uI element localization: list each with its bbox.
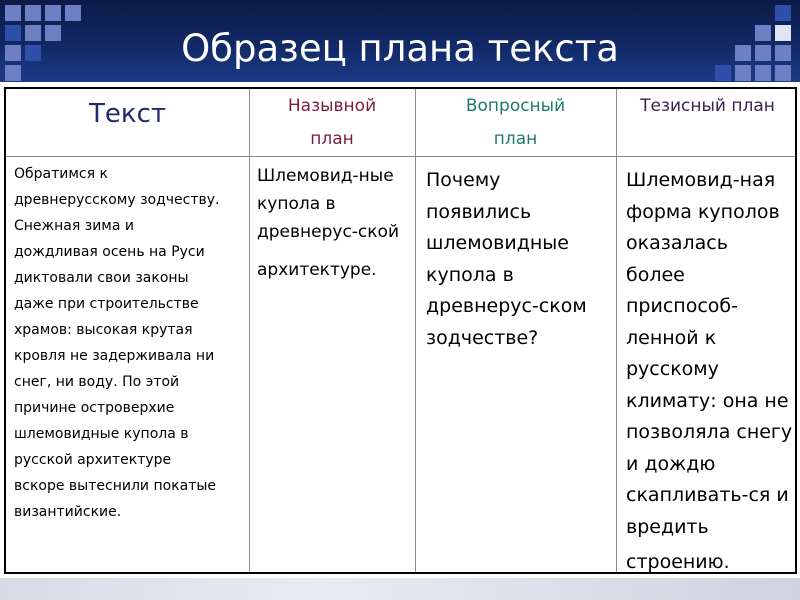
slide-header (0, 0, 800, 82)
header-named-line1: Назывной (287, 96, 377, 116)
thesis-line: климату: она не (626, 389, 789, 412)
header-divider (6, 156, 795, 157)
text-line: шлемовидные купола в (14, 426, 189, 442)
text-line: Обратимся к (14, 166, 108, 182)
question-line: древнерус-ском (426, 295, 587, 317)
slide-title: Образец плана текста (181, 27, 619, 70)
text-line: диктовали свои законы (14, 270, 189, 286)
cell-question-plan (426, 165, 614, 354)
header-text: Текст (88, 99, 167, 129)
cell-thesis-plan (626, 165, 798, 579)
text-line: причине островерхие (14, 400, 175, 416)
thesis-line: Шлемовид-ная (626, 169, 776, 191)
thesis-line: скапливать-ся и (626, 484, 789, 506)
question-line: зодчестве? (426, 326, 539, 349)
named-line: древнерус-ской (257, 222, 399, 242)
decor-square (5, 5, 21, 21)
text-line: храмов: высокая крутая (14, 322, 193, 338)
decor-square (775, 5, 791, 21)
header-question-line1: Вопросный (465, 96, 566, 116)
text-line: даже при строительстве (14, 296, 199, 312)
thesis-line: позволяла снегу (626, 421, 793, 443)
question-line: купола в (426, 263, 514, 286)
thesis-line: и дождю (626, 452, 716, 475)
thesis-line: ленной к (626, 326, 717, 349)
text-line: дождливая осень на Руси (14, 244, 205, 260)
cell-source-text (14, 161, 246, 525)
question-line: Почему (426, 169, 501, 191)
text-line: византийские. (14, 504, 122, 520)
text-line: русской архитектуре (14, 452, 172, 468)
decor-square (25, 5, 41, 21)
named-line: Шлемовид-ные (257, 166, 394, 186)
thesis-line: оказалась (626, 232, 728, 254)
text-line: древнерусскому зодчеству. (14, 192, 220, 208)
question-line: появились (426, 200, 532, 223)
named-line: купола в (257, 194, 336, 214)
column-divider (249, 89, 250, 572)
text-line: вскоре вытеснили покатые (14, 478, 217, 494)
thesis-line: форма куполов (626, 200, 780, 223)
thesis-line: строению. (626, 551, 730, 573)
plan-table (4, 87, 797, 574)
header-thesis-plan: Тезисный план (640, 96, 775, 116)
decor-square (45, 5, 61, 21)
thesis-line: вредить (626, 515, 709, 538)
cell-named-plan (257, 162, 413, 284)
header-question-line2: план (493, 129, 538, 149)
thesis-line: приспособ- (626, 295, 738, 317)
text-line: кровля не задерживала ни (14, 348, 215, 364)
header-named-plan (249, 90, 415, 156)
text-line: Снежная зима и (14, 218, 134, 234)
thesis-line: более (626, 263, 685, 286)
question-line: шлемовидные (426, 232, 569, 254)
header-named-line2: план (310, 129, 354, 149)
thesis-line: русскому (626, 358, 719, 380)
decor-square (65, 5, 81, 21)
column-divider (616, 89, 617, 572)
bottom-strip (0, 578, 800, 600)
column-divider (415, 89, 416, 572)
named-line: архитектуре. (257, 260, 377, 280)
text-line: снег, ни воду. По этой (14, 374, 180, 390)
header-question-plan (415, 90, 616, 156)
